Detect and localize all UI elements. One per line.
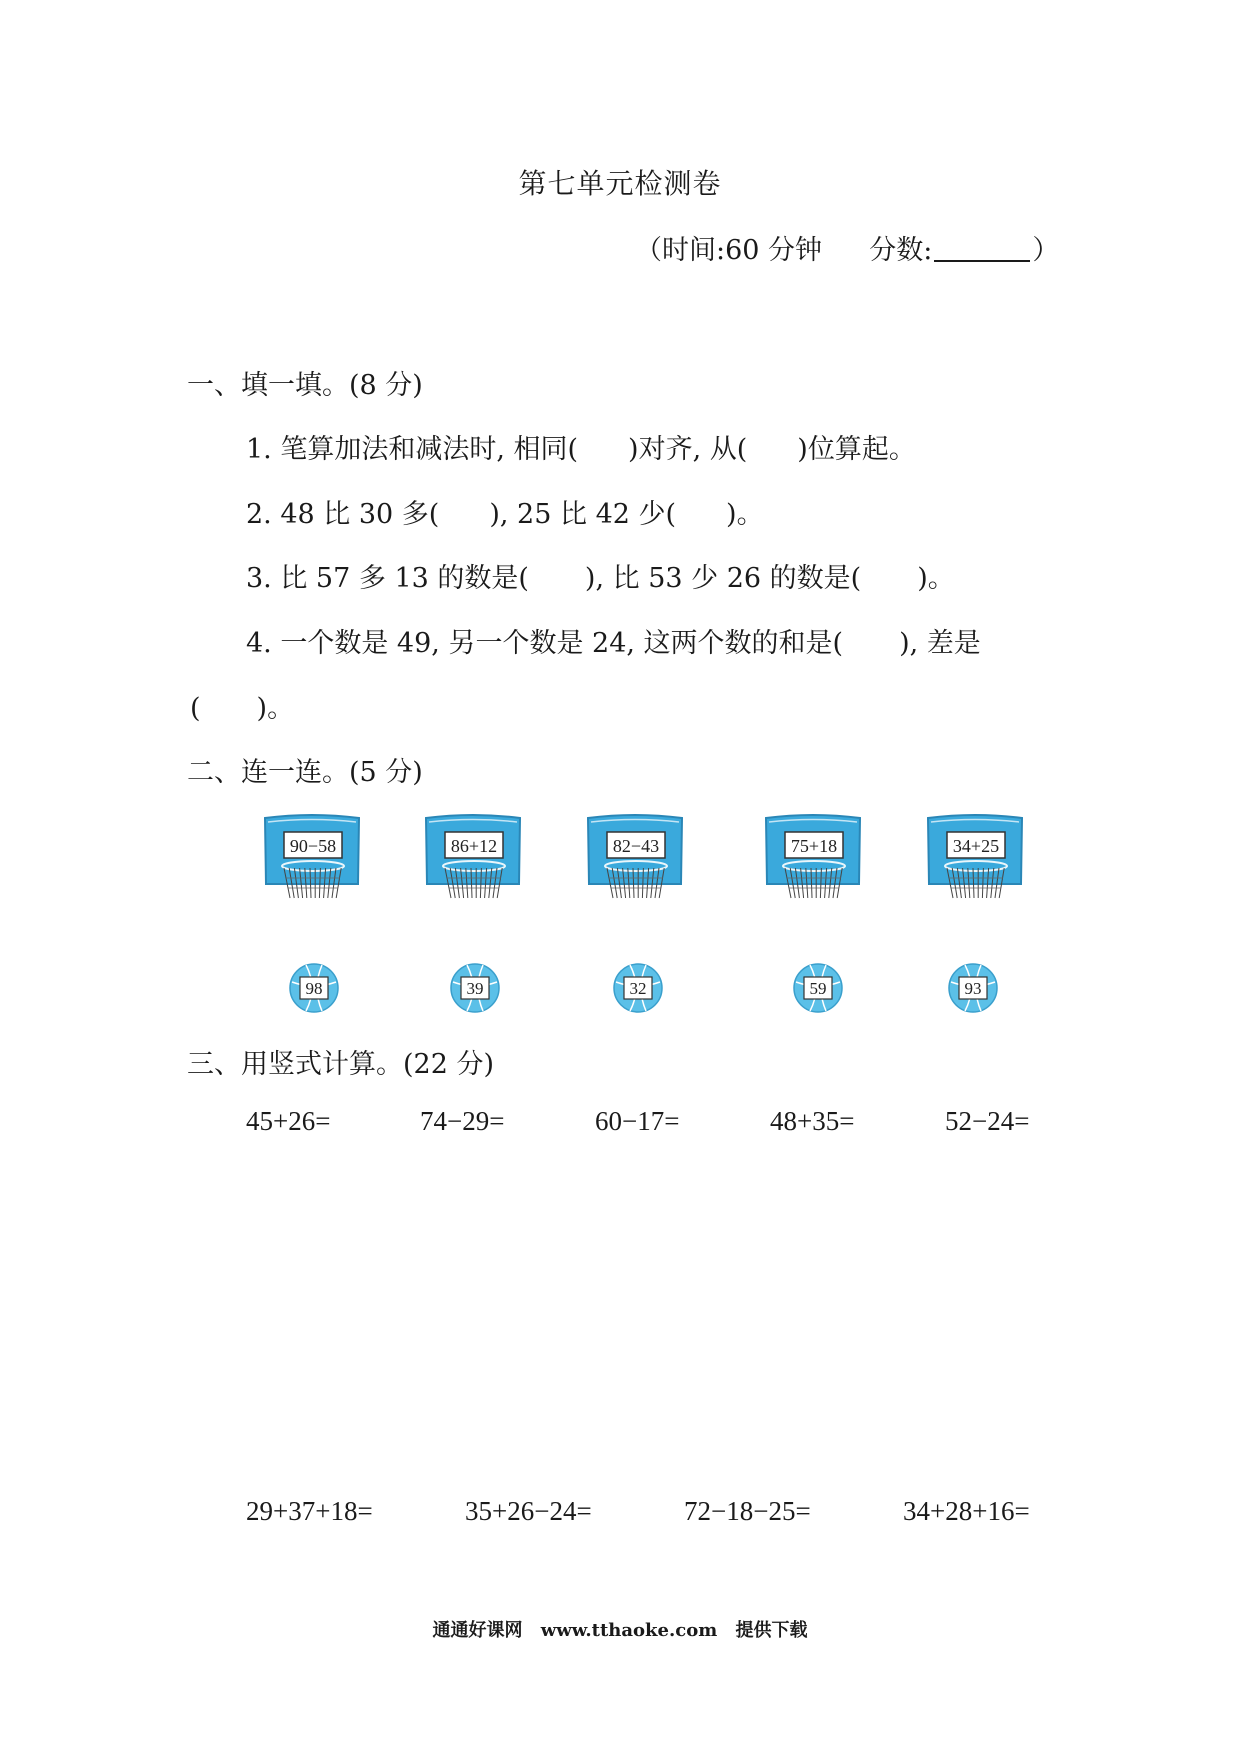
ball-number: 98 [305, 979, 323, 998]
score-blank[interactable] [934, 236, 1030, 262]
calc-item: 45+26= [246, 1106, 331, 1136]
hoop-expression: 82−43 [612, 836, 660, 856]
ball-number: 32 [629, 979, 647, 998]
basketball-hoop[interactable] [763, 814, 863, 900]
question-4-continued: ( )。 [190, 693, 295, 724]
question-1: 1. 笔算加法和减法时, 相同( )对齐, 从( )位算起。 [246, 434, 916, 465]
meta-close: ） [1032, 235, 1060, 266]
time-info: （时间:60 分钟 [635, 235, 823, 266]
section-3-heading: 三、用竖式计算。(22 分) [187, 1049, 495, 1080]
calc-item: 60−17= [595, 1106, 680, 1136]
hoop-expression: 34+25 [952, 836, 1000, 856]
ball-number: 59 [809, 979, 827, 998]
basketball-hoop[interactable] [423, 814, 523, 900]
basketball-hoop[interactable] [262, 814, 362, 900]
basketball-hoop[interactable] [585, 814, 685, 900]
question-4: 4. 一个数是 49, 另一个数是 24, 这两个数的和是( ), 差是 [246, 628, 981, 659]
footer-suffix: 提供下载 [735, 1620, 808, 1641]
ball-number: 93 [964, 979, 982, 998]
exam-meta [635, 228, 1059, 267]
footer-url[interactable]: www.tthaoke.com [540, 1620, 718, 1641]
hoop-expression: 86+12 [450, 836, 498, 856]
section-2-heading: 二、连一连。(5 分) [187, 757, 423, 788]
calc-item: 29+37+18= [246, 1496, 373, 1526]
basketball[interactable] [288, 962, 340, 1014]
question-2: 2. 48 比 30 多( ), 25 比 42 少( )。 [246, 499, 764, 530]
calc-item: 52−24= [945, 1106, 1030, 1136]
question-3: 3. 比 57 多 13 的数是( ), 比 53 少 26 的数是( )。 [246, 563, 955, 594]
calc-item: 48+35= [770, 1106, 855, 1136]
basketball[interactable] [792, 962, 844, 1014]
section-1-heading: 一、填一填。(8 分) [187, 370, 423, 401]
basketball[interactable] [947, 962, 999, 1014]
score-label: 分数: [869, 235, 933, 266]
calc-item: 34+28+16= [903, 1496, 1030, 1526]
basketball-hoop[interactable] [925, 814, 1025, 900]
calc-item: 35+26−24= [465, 1496, 592, 1526]
footer-site-name: 通通好课网 [432, 1620, 523, 1641]
calc-item: 74−29= [420, 1106, 505, 1136]
hoop-expression: 75+18 [790, 836, 838, 856]
basketball[interactable] [612, 962, 664, 1014]
page-title: 第七单元检测卷 [518, 167, 722, 200]
ball-number: 39 [466, 979, 484, 998]
hoop-expression: 90−58 [289, 836, 337, 856]
basketball[interactable] [449, 962, 501, 1014]
calc-item: 72−18−25= [684, 1496, 811, 1526]
footer [0, 1616, 1240, 1642]
